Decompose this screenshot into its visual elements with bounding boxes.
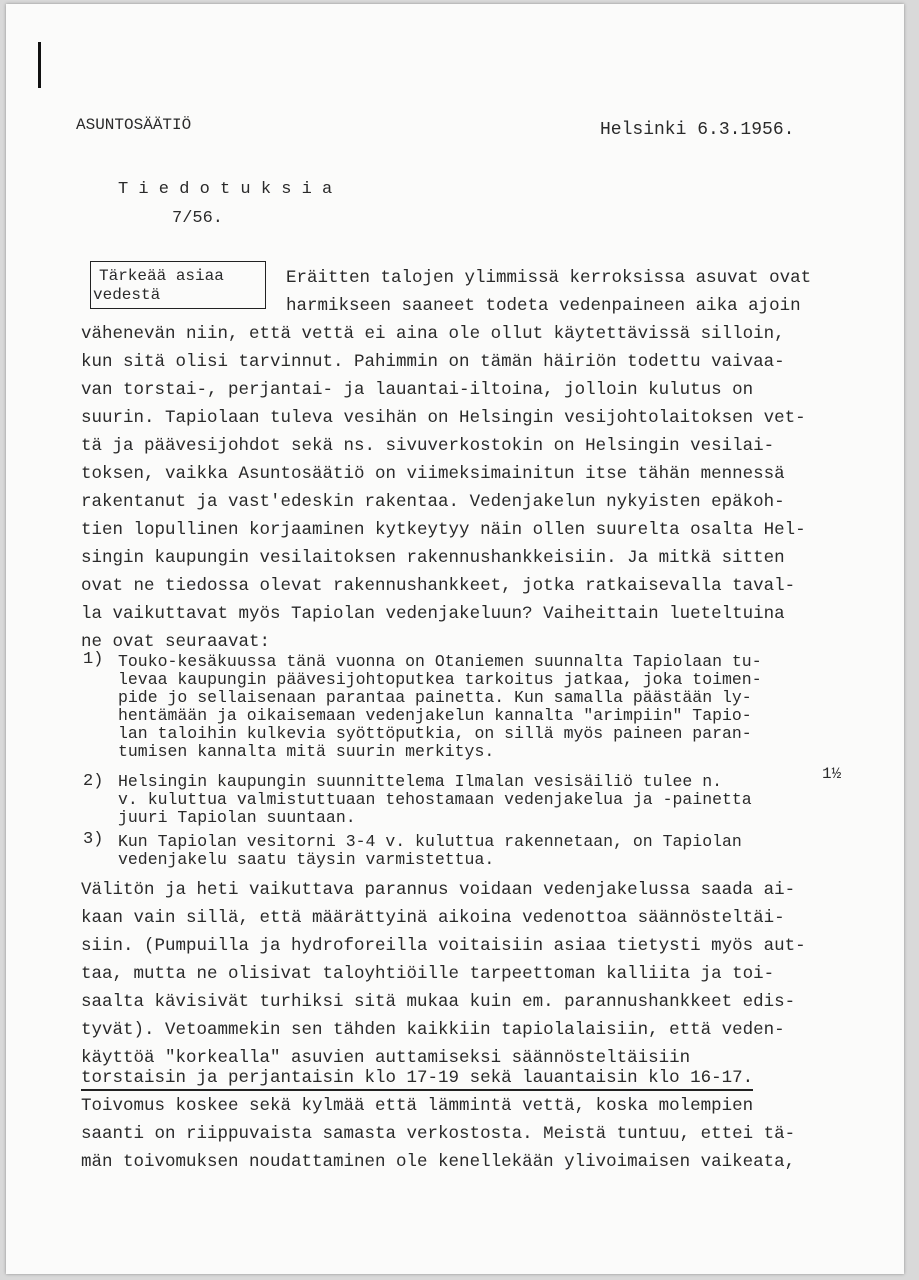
document-page — [6, 4, 904, 1274]
place-and-date: Helsinki 6.3.1956. — [600, 120, 795, 140]
text-line: tä ja päävesijohdot sekä ns. sivuverkostokin on Helsingin vesilai- — [81, 436, 775, 456]
text-line: suurin. Tapiolaan tuleva vesihän on Helsingin vesijohtolaitoksen vet- — [81, 408, 806, 428]
document-number: 7/56. — [172, 209, 224, 228]
text-line: Helsingin kaupungin suunnittelema Ilmalan vesisäiliö tulee n. — [118, 772, 722, 791]
text-line: vähenevän niin, että vettä ei aina ole ollut käytettävissä silloin, — [81, 324, 785, 344]
list-marker: 1) — [83, 650, 104, 669]
topic-box — [90, 261, 266, 309]
text-line: ne ovat seuraavat: — [81, 632, 271, 652]
text-line: Välitön ja heti vaikuttava parannus voidaan vedenjakelussa saada ai- — [81, 880, 796, 900]
list-marker: 3) — [83, 830, 104, 849]
text-line: tumisen kannalta mitä suurin merkitys. — [118, 742, 495, 761]
text-line: saalta kävisivät turhiksi sitä mukaa kuin em. parannushankkeet edis- — [81, 992, 796, 1012]
text-line: saanti on riippuvaista samasta verkostosta. Meistä tuntuu, ettei tä- — [81, 1124, 796, 1144]
text-line: la vaikuttavat myös Tapiolan vedenjakeluun? Vaiheittain lueteltuina — [81, 604, 785, 624]
text-line: v. kuluttua valmistuttuaan tehostamaan vedenjakelua ja -painetta — [118, 790, 752, 809]
document-title: T i e d o t u k s i a — [118, 180, 333, 199]
text-line: män toivomuksen noudattaminen ole kenellekään ylivoimaisen vaikeata, — [81, 1152, 796, 1172]
text-line: käyttöä "korkealla" asuvien auttamiseksi säännösteltäisiin — [81, 1048, 691, 1068]
organization-name: ASUNTOSÄÄTIÖ — [76, 116, 192, 134]
text-line: rakentanut ja vast'edeskin rakentaa. Vedenjakelun nykyisten epäkoh- — [81, 492, 785, 512]
text-line: taa, mutta ne olisivat taloyhtiöille tarpeettoman kalliita ja toi- — [81, 964, 775, 984]
text-line: Eräitten talojen ylimmissä kerroksissa asuvat ovat — [286, 268, 812, 288]
text-line: Touko-kesäkuussa tänä vuonna on Otaniemen suunnalta Tapiolaan tu- — [118, 652, 762, 671]
text-line: juuri Tapiolan suuntaan. — [118, 808, 356, 827]
text-line: vedenjakelu saatu täysin varmistettua. — [118, 850, 495, 869]
text-line: kaan vain sillä, että määrättyinä aikoina vedenottoa säännösteltäi- — [81, 908, 785, 928]
handwritten-margin-note: 1½ — [822, 765, 842, 783]
text-line: Kun Tapiolan vesitorni 3-4 v. kuluttua rakennetaan, on Tapiolan — [118, 832, 742, 851]
text-line: siin. (Pumpuilla ja hydroforeilla voitaisiin asiaa tietysti myös aut- — [81, 936, 806, 956]
topic-box-line: Tärkeää asiaa — [99, 267, 224, 285]
text-line: tyvät). Vetoammekin sen tähden kaikkiin tapiolalaisiin, että veden- — [81, 1020, 785, 1040]
text-line: singin kaupungin vesilaitoksen rakennushankkeisiin. Ja mitkä sitten — [81, 548, 785, 568]
text-line: harmikseen saaneet todeta vedenpaineen aika ajoin — [286, 296, 801, 316]
underlined-schedule-line: torstaisin ja perjantaisin klo 17-19 sekä lauantaisin klo 16-17. — [81, 1070, 753, 1091]
text-line: pide jo sellaisenaan parantaa painetta. Kun samalla päästään ly- — [118, 688, 752, 707]
text-line: van torstai-, perjantai- ja lauantai-iltoina, jolloin kulutus on — [81, 380, 754, 400]
list-marker: 2) — [83, 772, 104, 791]
text-line: ovat ne tiedossa olevat rakennushankkeet, jotka ratkaisevalla taval- — [81, 576, 796, 596]
text-line: lan taloihin kulkevia syöttöputkia, on sillä myös paineen paran- — [118, 724, 752, 743]
text-line: Toivomus koskee sekä kylmää että lämmintä vettä, koska molempien — [81, 1096, 754, 1116]
text-line: toksen, vaikka Asuntosäätiö on viimeksimainitun itse tähän mennessä — [81, 464, 785, 484]
text-line: tien lopullinen korjaaminen kytkeytyy näin ollen suurelta osalta Hel- — [81, 520, 806, 540]
text-line: kun sitä olisi tarvinnut. Pahimmin on tämän häiriön todettu vaivaa- — [81, 352, 785, 372]
text-line: hentämään ja oikaisemaan vedenjakelun kannalta "arimpiin" Tapio- — [118, 706, 752, 725]
text-line: levaa kaupungin päävesijohtoputkea tarkoitus jatkaa, joka toimen- — [118, 670, 762, 689]
punch-hole-mark — [38, 42, 41, 88]
topic-box-line: vedestä — [93, 286, 161, 304]
